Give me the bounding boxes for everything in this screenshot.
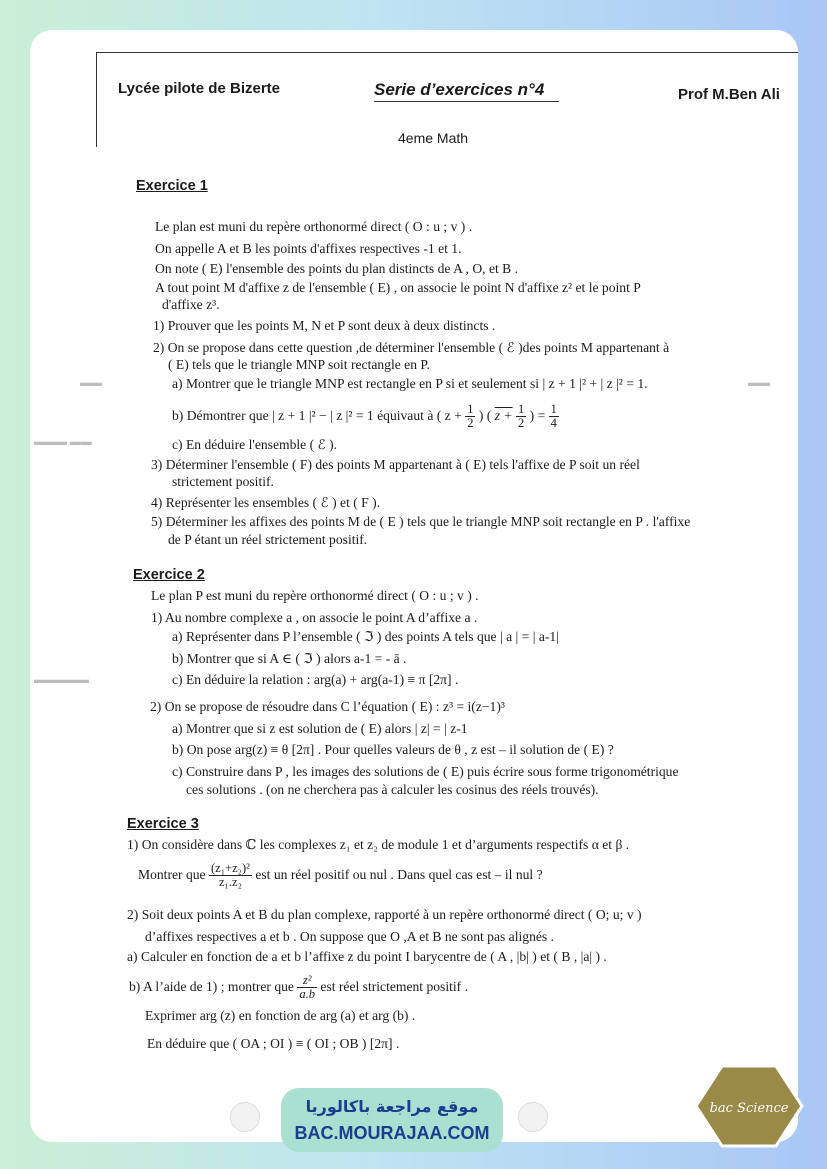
ex2-line: b) On pose arg(z) ≡ θ [2π] . Pour quelles valeurs de θ , z est – il solution de ( E) ? [172,742,614,757]
numerator: 1 [467,402,474,417]
site-url[interactable]: BAC.MOURAJAA.COM [294,1123,490,1143]
exercise-1-title: Exercice 1 [136,178,208,194]
teacher-name: Prof M.Ben Ali [678,86,780,103]
denominator: 2 [517,416,525,431]
ex2-line: c) En déduire la relation : arg(a) + arg(a-1) ≡ π [2π] . [172,672,459,687]
series-title: Serie d’exercices n°4 [374,80,545,99]
ex2-line: ces solutions . (on ne cherchera pas à calculer les cosinus des réels trouvés). [186,782,599,797]
denominator: z₁.z₂ [218,875,242,890]
scan-smudge: ▬▬ [80,377,102,389]
conjugate-expr: z + [494,408,513,423]
ex1-line: 1) Prouver que les points M, N et P sont deux à deux distincts . [153,318,496,333]
numerator: 1 [517,402,525,417]
denominator: 2 [467,416,474,431]
numerator: z² [297,974,317,988]
ex1-line: On note ( E) l'ensemble des points du plan distincts de A , O, et B . [155,261,519,276]
ex1-line: strictement positif. [172,474,274,489]
exercise-sheet [30,30,798,1142]
denominator: a.b [299,987,315,1002]
ex1-line: ( E) tels que le triangle MNP soit rectangle en P. [168,357,430,372]
ex1-line: A tout point M d'affixe z de l'ensemble ( E) , on associe le point N d'affixe z² et le point P [155,280,641,295]
site-banner[interactable] [281,1088,503,1152]
ex2-line: c) Construire dans P , les images des solutions de ( E) puis écrire sous forme trigonométrique [172,764,679,779]
series-underline [374,101,559,102]
ex3-text: Montrer que [138,867,206,882]
ex1-line: 4) Représenter les ensembles ( ℰ ) et ( F ). [151,495,381,510]
fraction-z-square [297,974,317,1001]
ex1-line: c) En déduire l'ensemble ( ℰ ). [172,437,338,452]
ex3-line: En déduire que ( OA ; OI ) ≡ ( OI ; OB ) [2π] . [147,1036,400,1051]
ex2-line: 2) On se propose de résoudre dans C l’équation ( E) : z³ = i(z−1)³ [150,699,505,714]
badge-label: bac Science [709,1101,789,1116]
ex3-text: b) A l’aide de 1) ; montrer que [129,979,294,994]
ex3-fraction-line [138,860,543,890]
numerator: 1 [550,402,557,417]
ex1-line: 5) Déterminer les affixes des points M de ( E ) tels que le triangle MNP soit rectangle en P . l'affixe [151,514,691,529]
ex1-line: Le plan est muni du repère orthonormé direct ( O : u ; v ) . [155,219,473,234]
ex3-line: a) Calculer en fonction de a et b l’affixe z du point I barycentre de ( A , |b| ) et ( B , |a| ) . [127,949,607,964]
ex1-text: ) = [529,408,546,423]
fraction-sum-square [209,862,252,889]
ex3-text: est un réel positif ou nul . Dans quel cas est – il nul ? [255,867,543,882]
ex2-line: b) Montrer que si A ∈ ( ℑ ) alors a-1 = - ā . [172,651,407,666]
site-logo-icon [230,1102,260,1132]
ex1-text: b) Démontrer que | z + 1 |² − | z |² = 1 équivaut à ( z + [172,408,462,423]
numerator: (z₁+z₂)² [210,861,250,876]
ex1-line: 3) Déterminer l'ensemble ( F) des points M appartenant à ( E) tels l'affixe de P soit un réel [151,457,640,472]
ex2-line: 1) Au nombre complexe a , on associe le point A d’affixe a . [151,610,478,625]
ex1-equivalence [172,402,559,430]
ex1-line: a) Montrer que le triangle MNP est rectangle en P si et seulement si | z + 1 |² + | z |² = 1. [172,376,648,391]
ex2-line: Le plan P est muni du repère orthonormé direct ( O : u ; v ) . [151,588,479,603]
fraction-half [516,403,526,430]
class-level: 4eme Math [398,130,469,146]
ex3-text: est réel strictement positif . [320,979,469,994]
ex3-line: 1) On considère dans ℂ les complexes z₁ et z₂ de module 1 et d’arguments respectifs α et β . [127,837,630,852]
ex2-line: a) Représenter dans P l’ensemble ( ℑ ) des points A tels que | a | = | a-1| [172,629,559,644]
exercise-2-title: Exercice 2 [133,567,205,583]
ex3-line: 2) Soit deux points A et B du plan complexe, rapporté à un repère orthonormé direct ( O; u; v ) [127,907,642,922]
ex1-line: d'affixe z³. [162,297,220,312]
ex3-line: Exprimer arg (z) en fonction de arg (a) et arg (b) . [145,1008,416,1023]
scan-smudge: ▬▬▬ ▬▬ [34,436,92,448]
ex1-text: ) ( [478,408,492,423]
fraction-half [465,403,475,430]
ex1-line: On appelle A et B les points d'affixes respectives -1 et 1. [155,241,462,256]
site-name-arabic: موقع مراجعة باكالوريا [305,1097,479,1116]
bac-science-badge [694,1064,804,1148]
school-name: Lycée pilote de Bizerte [118,80,280,97]
ex3-fraction-line [129,972,468,1002]
exercise-3-title: Exercice 3 [127,816,199,832]
ex2-line: a) Montrer que si z est solution de ( E) alors | z| = | z-1 [172,721,468,736]
ex1-line: 2) On se propose dans cette question ,de déterminer l'ensemble ( ℰ )des points M appartenant à [153,340,670,355]
scan-smudge: ▬▬ [748,377,770,389]
denominator: 4 [550,416,557,431]
site-logo-icon [518,1102,548,1132]
ex1-line: de P étant un réel strictement positif. [168,532,368,547]
scan-smudge: ▬▬▬▬▬ [34,674,89,686]
fraction-quarter [549,403,559,430]
ex3-line: d’affixes respectives a et b . On suppose que O ,A et B ne sont pas alignés . [145,929,554,944]
